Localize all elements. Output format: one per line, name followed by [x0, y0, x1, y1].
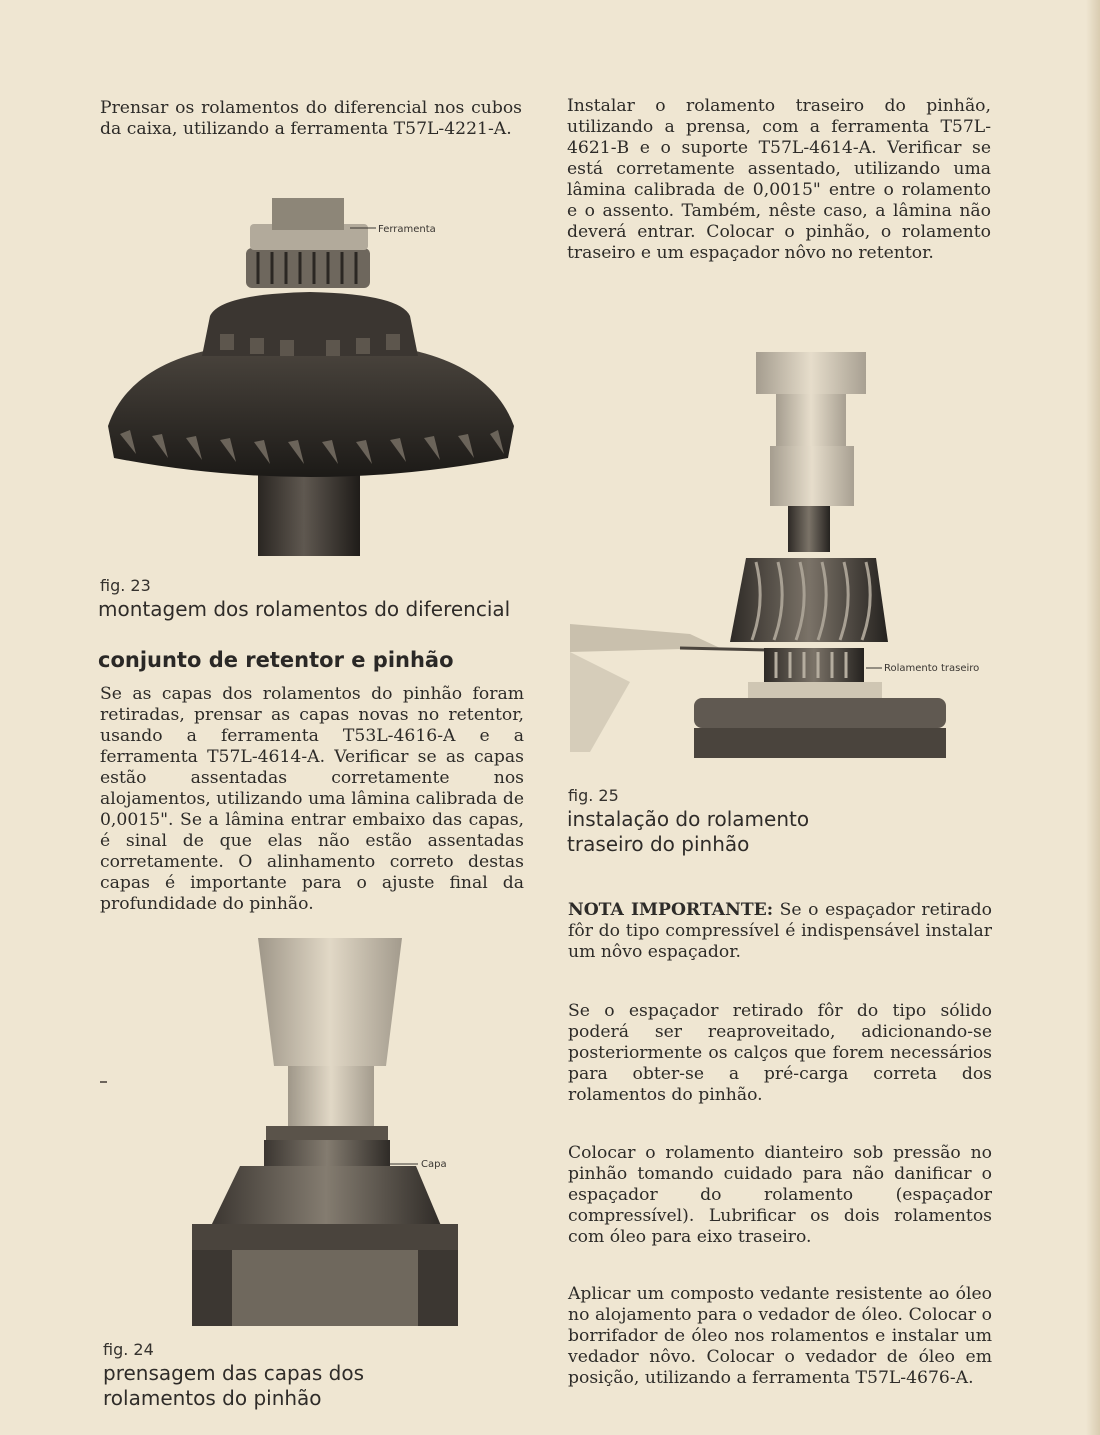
- fig24-photo: [190, 938, 460, 1326]
- fig24-number: fig. 24: [103, 1340, 154, 1359]
- fig24-caption-line1: prensagem das capas dos: [103, 1361, 365, 1385]
- fig25-photo: [570, 352, 980, 758]
- fig24-caption-line2: rolamentos do pinhão: [103, 1386, 322, 1410]
- intro-paragraph-left: Prensar os rolamentos do diferencial nos cubos da caixa, utilizando a ferramenta T57L-4221-A.: [100, 98, 522, 139]
- stray-mark: [100, 1081, 107, 1083]
- note-label: NOTA IMPORTANTE:: [568, 900, 774, 920]
- fig25-number: fig. 25: [568, 786, 619, 805]
- fig25-caption-line1: instalação do rolamento: [567, 807, 810, 831]
- fig23-caption: montagem dos rolamentos do diferencial: [98, 597, 511, 621]
- fig25-caption-line2: traseiro do pinhão: [567, 832, 750, 856]
- paragraph-oil-seal: Aplicar um composto vedante resistente ao óleo no alojamento para o vedador de óleo. Colocar o borrifador de óleo nos rolamentos e instalar um vedador nôvo. Colocar o vedador de óleo em posição, utilizando a ferramenta T57L-4676-A.: [568, 1284, 992, 1388]
- section-heading: conjunto de retentor e pinhão: [98, 648, 454, 672]
- intro-paragraph-right: Instalar o rolamento traseiro do pinhão, utilizando a prensa, com a ferramenta T57L-4621-B e o suporte T57L-4614-A. Verificar se está corretamente assentado, utilizando uma lâmina calibrada de 0,0015" entre o rolamento e o assento. Também, nêste caso, a lâmina não deverá entrar. Colocar o pinhão, o rolamento traseiro e um espaçador nôvo no retentor.: [567, 96, 991, 263]
- fig23-label-ferramenta: Ferramenta: [378, 224, 436, 235]
- note-text: Se o espaçador retirado fôr do tipo compressível é indispensável instalar um nôvo espaçador.: [568, 900, 992, 962]
- page-edge: [1086, 0, 1100, 1435]
- note-paragraph: [568, 900, 992, 963]
- paragraph-solid-spacer: Se o espaçador retirado fôr do tipo sólido poderá ser reaproveitado, adicionando-se posteriormente os calços que forem necessários para obter-se a pré-carga correta dos rolamentos do pinhão.: [568, 1001, 992, 1105]
- fig24-label-capa: Capa: [421, 1159, 447, 1170]
- fig25-label-rolamento: Rolamento traseiro: [884, 663, 980, 674]
- fig23-number: fig. 23: [100, 576, 151, 595]
- paragraph-front-bearing: Colocar o rolamento dianteiro sob pressão no pinhão tomando cuidado para não danificar o espaçador do rolamento (espaçador compressível). Lubrificar os dois rolamentos com óleo para eixo traseiro.: [568, 1143, 992, 1247]
- fig23-photo: [100, 196, 520, 556]
- section-paragraph: Se as capas dos rolamentos do pinhão foram retiradas, prensar as capas novas no retentor, usando a ferramenta T53L-4616-A e a ferramenta T57L-4614-A. Verificar se as capas estão assentadas corretamente nos alojamentos, utilizando uma lâmina calibrada de 0,0015". Se a lâmina entrar embaixo das capas, é sinal de que elas não estão assentadas corretamente. O alinhamento correto destas capas é importante para o ajuste final da profundidade do pinhão.: [100, 684, 524, 914]
